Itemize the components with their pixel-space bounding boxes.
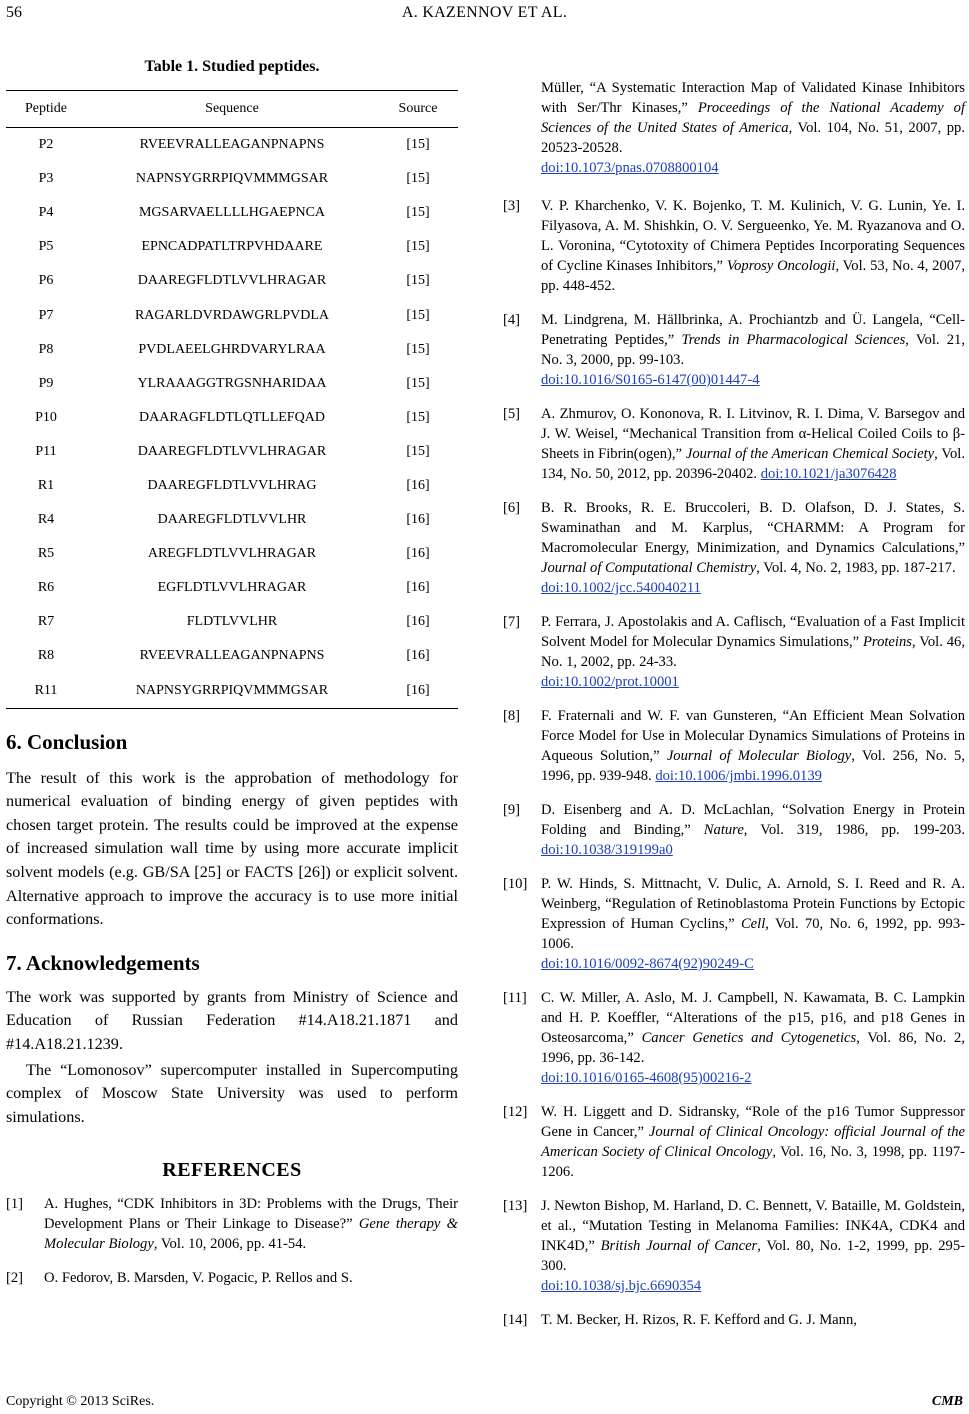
- sequence-cell: DAAREGFLDTLVVLHRAGAR: [137, 443, 327, 459]
- reference-journal: Journal of the American Chemical Society: [685, 446, 935, 462]
- peptide-cell: P9: [38, 375, 54, 391]
- sequence-cell: RVEEVRALLEAGANPNAPNS: [139, 137, 325, 153]
- sequence-cell: PVDLAEELGHRDVARYLRAA: [138, 341, 326, 357]
- reference-item: [503, 1310, 965, 1330]
- doi-link[interactable]: doi:10.1002/jcc.540040211: [541, 580, 701, 596]
- peptide-cell: R4: [37, 512, 55, 528]
- source-cell: [16]: [378, 674, 458, 709]
- peptide-cell: P11: [35, 443, 57, 459]
- table-row: [6, 162, 458, 196]
- reference-number: [1]: [6, 1196, 24, 1213]
- peptide-cell: R7: [37, 614, 55, 630]
- reference-text: [541, 612, 965, 692]
- reference-text: [541, 706, 965, 786]
- col-header-source: Source: [398, 101, 438, 116]
- reference-item: [503, 1196, 965, 1296]
- doi-link[interactable]: doi:10.1006/jmbi.1996.0139: [655, 768, 822, 784]
- reference-authors-title: D. Eisenberg and A. D. McLachlan, “Solvation Energy in Protein Folding and Binding,”: [541, 802, 965, 838]
- reference-details: , Vol. 70, No. 6, 1992, pp. 993-1006.: [541, 916, 965, 952]
- reference-text: [541, 404, 965, 484]
- doi-link[interactable]: doi:10.1038/sj.bjc.6690354: [541, 1278, 702, 1294]
- doi-link[interactable]: doi:10.1021/ja3076428: [760, 466, 897, 482]
- peptide-cell: R8: [37, 648, 55, 664]
- references-title: REFERENCES: [162, 1159, 302, 1182]
- table-row: [6, 537, 458, 571]
- journal-abbrev: CMB: [931, 1394, 963, 1409]
- right-column: [503, 78, 965, 1344]
- reference-number: [8]: [503, 708, 521, 724]
- reference-authors-title: C. W. Miller, A. Aslo, M. J. Campbell, N. Kawamata, B. C. Lampkin and H. P. Koeffler, “Alterations of the p15, p16, and p18 Genes in Osteosarcoma,”: [541, 990, 965, 1046]
- reference-details: , Vol. 319, 1986, pp. 199-203.: [743, 822, 965, 838]
- conclusion-heading: 6. Conclusion: [6, 729, 128, 754]
- reference-item: [6, 1268, 458, 1288]
- reference-number: [9]: [503, 802, 521, 818]
- reference-text: [541, 78, 965, 178]
- source-cell: [16]: [406, 477, 430, 493]
- reference-text: [541, 800, 965, 860]
- reference-number: [503, 78, 541, 178]
- sequence-cell: MGSARVAELLLLHGAEPNCA: [138, 205, 326, 221]
- table-row: [6, 605, 458, 639]
- peptide-cell: P2: [38, 137, 54, 153]
- table-row: [6, 571, 458, 605]
- reference-journal: Journal of Computational Chemistry: [541, 560, 757, 576]
- source-cell: [15]: [406, 409, 430, 425]
- col-header-sequence: Sequence: [205, 101, 259, 116]
- reference-text: [541, 988, 965, 1088]
- source-cell: [16]: [406, 512, 430, 528]
- page-number: 56: [6, 4, 22, 21]
- reference-number: [4]: [503, 312, 521, 328]
- reference-number: [7]: [503, 614, 521, 630]
- table-row: [6, 674, 458, 709]
- reference-authors-title: W. H. Liggett and D. Sidransky, “Role of the p16 Tumor Suppressor Gene in Cancer,”: [541, 1104, 965, 1140]
- reference-text: [44, 1268, 458, 1288]
- reference-journal: Journal of Molecular Biology: [666, 748, 852, 764]
- peptide-cell: R6: [37, 580, 55, 596]
- reference-authors-title: F. Fraternali and W. F. van Gunsteren, “An Efficient Mean Solvation Force Model for Use in Molecular Dynamics Simulations of Proteins in Aqueous Solution,”: [541, 708, 965, 764]
- reference-item: [503, 612, 965, 692]
- sequence-cell: NAPNSYGRRPIQVMMMGSAR: [135, 171, 329, 187]
- acknowledgements-text-2: The “Lomonosov” supercomputer installed in Supercomputing complex of Moscow State University was used to perform simulations.: [6, 1060, 458, 1126]
- reference-number: [2]: [6, 1270, 24, 1287]
- reference-authors-title: P. W. Hinds, S. Mittnacht, V. Dulic, A. Arnold, S. I. Reed and R. A. Weinberg, “Regulation of Retinoblastoma Protein Functions by Ectopic Expression of Human Cyclins,”: [541, 876, 965, 932]
- reference-journal: Cell: [740, 916, 766, 932]
- reference-number: [3]: [503, 198, 521, 214]
- peptide-cell: P6: [38, 273, 54, 289]
- reference-journal: British Journal of Cancer: [600, 1238, 758, 1254]
- table-body: [6, 128, 458, 709]
- reference-item: [503, 78, 965, 178]
- acknowledgements-heading: 7. Acknowledgements: [6, 950, 200, 975]
- reference-text: [541, 498, 965, 598]
- source-cell: [15]: [406, 205, 430, 221]
- table-caption: Table 1. Studied peptides.: [144, 58, 320, 75]
- table-row: [6, 503, 458, 537]
- peptide-cell: R1: [37, 477, 55, 493]
- reference-item: [503, 498, 965, 598]
- reference-authors-title: P. Ferrara, J. Apostolakis and A. Caflisch, “Evaluation of a Fast Implicit Solvent Model for Molecular Dynamics Simulations,”: [541, 614, 965, 650]
- acknowledgements-text-1: The work was supported by grants from Ministry of Science and Education of Russian Federation #14.A18.21.1871 and #14.A18.21.1239.: [6, 987, 458, 1053]
- conclusion-text: The result of this work is the approbation of methodology for numerical evaluation of binding energy of given peptides with chosen target protein. The results could be improved at the expense of increased simulation wall time by using more accurate implicit solvent models (e.g. GB/SA [25] or FACTS [26]) or explicit solvent. Alternative approach to improve the accuracy is to use more initial conformations.: [6, 768, 458, 929]
- source-cell: [16]: [406, 580, 430, 596]
- source-cell: [16]: [406, 614, 430, 630]
- table-row: [6, 196, 458, 230]
- reference-journal: Proteins: [863, 634, 912, 650]
- source-cell: [16]: [406, 648, 430, 664]
- reference-text: [541, 196, 965, 296]
- reference-text: [541, 1196, 965, 1296]
- doi-link[interactable]: doi:10.1016/0092-8674(92)90249-C: [541, 956, 754, 972]
- reference-text: [44, 1194, 458, 1254]
- source-cell: [16]: [406, 546, 430, 562]
- source-cell: [15]: [406, 341, 430, 357]
- table-row: [6, 469, 458, 503]
- reference-number: [14]: [503, 1312, 528, 1328]
- source-cell: [15]: [406, 239, 430, 255]
- copyright: Copyright © 2013 SciRes.: [6, 1394, 155, 1409]
- reference-journal: Trends in Pharmacological Sciences: [681, 332, 906, 348]
- running-header: [0, 4, 969, 28]
- reference-authors-title: O. Fedorov, B. Marsden, V. Pogacic, P. Rellos and S.: [44, 1270, 353, 1287]
- peptide-cell: P3: [38, 171, 54, 187]
- reference-journal: Cancer Genetics and Cytogenetics: [641, 1030, 857, 1046]
- reference-item: [503, 874, 965, 974]
- doi-link[interactable]: doi:10.1002/prot.10001: [541, 674, 679, 690]
- reference-details: , Vol. 53, No. 4, 2007, pp. 448-452.: [541, 258, 965, 294]
- reference-details: , Vol. 80, No. 1-2, 1999, pp. 295-300.: [541, 1238, 965, 1274]
- reference-item: [503, 310, 965, 390]
- reference-authors-title: V. P. Kharchenko, V. K. Bojenko, T. M. Kulinich, V. G. Lunin, Ye. I. Filyasova, A. M. Shishkin, O. V. Sergueenko, Ye. M. Ryazanova and O. L. Voronina, “Cytotoxity of Chimera Peptides Incorporating Sequences of Cycline Kinases Inhibitors,”: [541, 198, 965, 274]
- reference-details: , Vol. 134, No. 50, 2012, pp. 20396-20402.: [541, 446, 965, 482]
- source-cell: [15]: [406, 307, 430, 323]
- reference-text: [541, 1102, 965, 1182]
- reference-number: [12]: [503, 1104, 528, 1120]
- peptide-cell: R11: [6, 674, 86, 709]
- table-row: [6, 367, 458, 401]
- reference-item: [503, 1102, 965, 1182]
- table-row: [6, 401, 458, 435]
- reference-details: , Vol. 4, No. 2, 1983, pp. 187-217.: [756, 560, 956, 576]
- sequence-cell: YLRAAAGGTRGSNHARIDAA: [137, 375, 327, 391]
- peptide-cell: P7: [38, 307, 54, 323]
- reference-details: , Vol. 86, No. 2, 1996, pp. 36-142.: [541, 1030, 965, 1066]
- reference-number: [13]: [503, 1198, 528, 1214]
- reference-journal: Journal of Clinical Oncology: official Journal of the American Society of Clinical Oncology: [541, 1124, 965, 1160]
- reference-authors-title: B. R. Brooks, R. E. Bruccoleri, B. D. Olafson, D. J. States, S. Swaminathan and M. Karplus, “CHARMM: A Program for Macromolecular Energy, Minimization, and Dynamics Calculations,”: [541, 500, 965, 556]
- reference-item: [6, 1194, 458, 1254]
- source-cell: [15]: [406, 171, 430, 187]
- reference-journal: Nature: [703, 822, 744, 838]
- reference-details: , Vol. 256, No. 5, 1996, pp. 939-948.: [541, 748, 965, 784]
- reference-authors-title: A. Hughes, “CDK Inhibitors in 3D: Problems with the Drugs, Their Development Plans or Their Linkage to Disease?”: [44, 1196, 458, 1233]
- reference-authors-title: T. M. Becker, H. Rizos, R. F. Kefford and G. J. Mann,: [541, 1312, 857, 1328]
- table-row: [6, 435, 458, 469]
- reference-item: [503, 706, 965, 786]
- reference-text: [541, 310, 965, 390]
- sequence-cell: NAPNSYGRRPIQVMMMGSAR: [86, 674, 378, 709]
- sequence-cell: FLDTLVVLHR: [186, 614, 278, 630]
- peptide-cell: P4: [38, 205, 54, 221]
- table-row: [6, 128, 458, 163]
- reference-details: , Vol. 104, No. 51, 2007, pp. 20523-20528.: [541, 120, 966, 156]
- source-cell: [15]: [406, 137, 430, 153]
- col-header-peptide: Peptide: [25, 101, 67, 116]
- sequence-cell: DAAREGFLDTLVVLHR: [157, 512, 307, 528]
- table-row: [6, 639, 458, 673]
- reference-details: , Vol. 46, No. 1, 2002, pp. 24-33.: [541, 634, 965, 670]
- reference-authors-title: M. Lindgrena, M. Hällbrinka, A. Prochiantzb and Ü. Langela, “Cell-Penetrating Peptides,”: [541, 312, 965, 348]
- source-cell: [15]: [406, 375, 430, 391]
- running-authors: A. KAZENNOV ET AL.: [401, 4, 568, 21]
- doi-link[interactable]: doi:10.1038/319199a0: [541, 842, 673, 858]
- left-column: [6, 58, 458, 1288]
- reference-number: [10]: [503, 876, 528, 892]
- reference-number: [11]: [503, 990, 527, 1006]
- reference-details: , Vol. 21, No. 3, 2000, pp. 99-103.: [541, 332, 965, 368]
- peptide-cell: R5: [37, 546, 55, 562]
- page-footer: [0, 1394, 969, 1412]
- reference-authors-title: A. Zhmurov, O. Kononova, R. I. Litvinov, R. I. Dima, V. Barsegov and J. W. Weisel, “Mechanical Transition from α-Helical Coiled Coils to β-Sheets in Fibrin(ogen),”: [541, 406, 965, 462]
- sequence-cell: DAAREGFLDTLVVLHRAG: [147, 477, 317, 493]
- sequence-cell: RVEEVRALLEAGANPNAPNS: [139, 648, 325, 664]
- doi-link[interactable]: doi:10.1016/0165-4608(95)00216-2: [541, 1070, 752, 1086]
- sequence-cell: EGFLDTLVVLHRAGAR: [157, 580, 307, 596]
- reference-number: [6]: [503, 500, 521, 516]
- reference-journal: Gene therapy & Molecular Biology: [44, 1216, 458, 1253]
- reference-item: [503, 988, 965, 1088]
- reference-authors-title: Müller, “A Systematic Interaction Map of Validated Kinase Inhibitors with Ser/Thr Kinases,”: [541, 80, 965, 116]
- reference-item: [503, 404, 965, 484]
- reference-journal: Voprosy Oncologii: [726, 258, 836, 274]
- table-row: [6, 298, 458, 332]
- table-header-row: [6, 91, 458, 128]
- reference-details: , Vol. 10, 2006, pp. 41-54.: [153, 1236, 307, 1253]
- peptide-cell: P10: [35, 409, 57, 425]
- references-list-left: [6, 1194, 458, 1288]
- reference-text: [541, 874, 965, 974]
- sequence-cell: AREGFLDTLVVLHRAGAR: [147, 546, 317, 562]
- references-list-right: [503, 78, 965, 1330]
- table-row: [6, 264, 458, 298]
- peptide-cell: P5: [38, 239, 54, 255]
- reference-item: [503, 196, 965, 296]
- source-cell: [15]: [406, 443, 430, 459]
- peptides-table: [6, 90, 458, 709]
- table-row: [6, 333, 458, 367]
- source-cell: [15]: [406, 273, 430, 289]
- reference-details: , Vol. 16, No. 3, 1998, pp. 1197-1206.: [541, 1144, 966, 1180]
- reference-journal: Proceedings of the National Academy of Sciences of the United States of America: [541, 100, 965, 136]
- sequence-cell: DAAREGFLDTLVVLHRAGAR: [137, 273, 327, 289]
- peptide-cell: P8: [38, 341, 54, 357]
- reference-authors-title: J. Newton Bishop, M. Harland, D. C. Bennett, V. Bataille, M. Goldstein, et al., “Mutation Testing in Melanoma Families: INK4A, CDK4 and INK4D,”: [541, 1198, 965, 1254]
- doi-link[interactable]: doi:10.1016/S0165-6147(00)01447-4: [541, 372, 760, 388]
- reference-text: [541, 1310, 965, 1330]
- reference-number: [5]: [503, 406, 521, 422]
- sequence-cell: RAGARLDVRDAWGRLPVDLA: [134, 307, 330, 323]
- table-row: [6, 230, 458, 264]
- sequence-cell: EPNCADPATLTRPVHDAARE: [141, 239, 323, 255]
- reference-item: [503, 800, 965, 860]
- sequence-cell: DAARAGFLDTLQTLLEFQAD: [139, 409, 325, 425]
- doi-link[interactable]: doi:10.1073/pnas.0708800104: [541, 160, 719, 176]
